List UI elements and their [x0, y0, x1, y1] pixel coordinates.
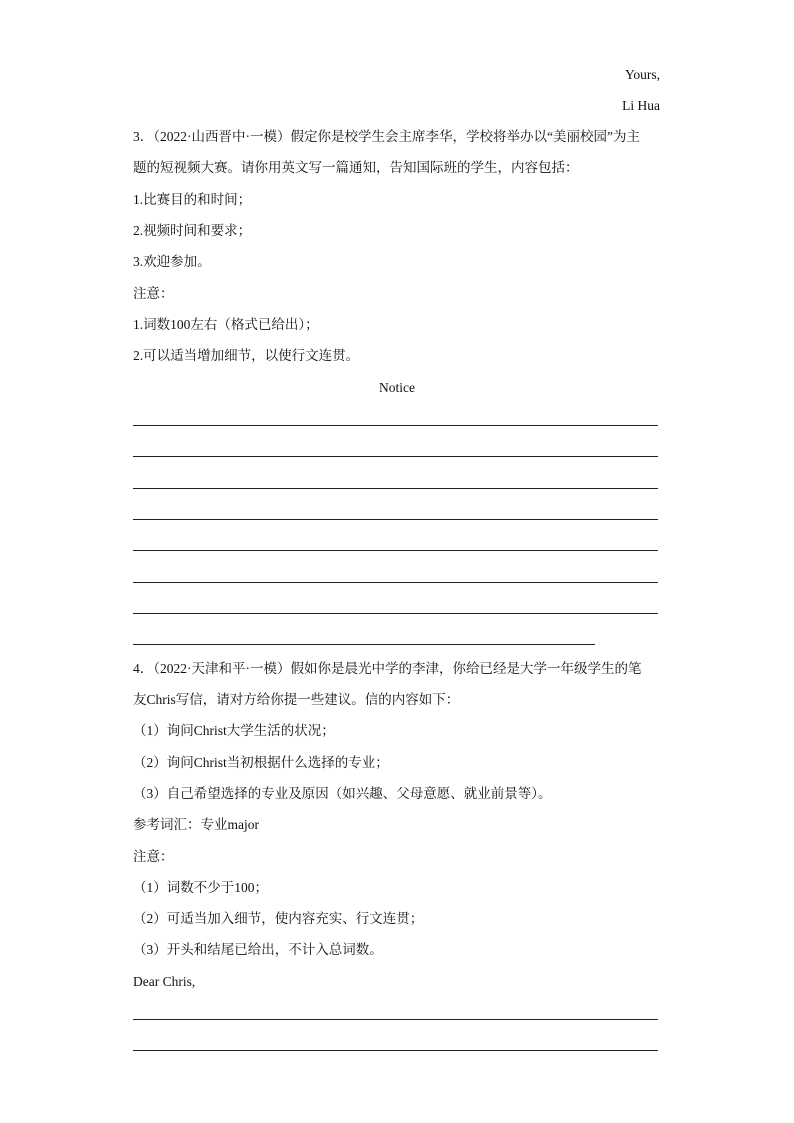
- q4-prompt-line-2: 友Chris写信，请对方给你提一些建议。信的内容如下：: [133, 692, 460, 707]
- q3-prompt-line-2: 题的短视频大赛。请你用英文写一篇通知，告知国际班的学生，内容包括：: [133, 160, 579, 175]
- answer-line: [133, 1050, 658, 1051]
- q4-note-1: （1）词数不少于100；: [133, 880, 268, 895]
- answer-line: [133, 456, 658, 457]
- answer-line: [133, 613, 658, 614]
- closing-name: Li Hua: [622, 98, 660, 113]
- q4-item-1: （1）询问Christ大学生活的状况；: [133, 723, 335, 738]
- answer-line: [133, 644, 595, 645]
- q3-item-3: 3.欢迎参加。: [133, 254, 211, 269]
- closing-yours: Yours,: [624, 67, 660, 82]
- answer-line: [133, 550, 658, 551]
- q4-item-3: （3）自己希望选择的专业及原因（如兴趣、父母意愿、就业前景等）。: [133, 786, 552, 801]
- answer-line: [133, 1019, 658, 1020]
- q4-item-2: （2）询问Christ当初根据什么选择的专业；: [133, 755, 389, 770]
- q3-note-label: 注意：: [133, 286, 174, 301]
- answer-line: [133, 425, 658, 426]
- q4-note-3: （3）开头和结尾已给出，不计入总词数。: [133, 942, 383, 957]
- q4-greeting: Dear Chris,: [133, 974, 196, 989]
- answer-line: [133, 488, 658, 489]
- q3-item-2: 2.视频时间和要求；: [133, 223, 252, 238]
- q3-notice-heading: Notice: [379, 380, 415, 395]
- q4-note-2: （2）可适当加入细节，使内容充实、行文连贯；: [133, 911, 424, 926]
- q4-note-label: 注意：: [133, 849, 174, 864]
- q3-item-1: 1.比赛目的和时间；: [133, 192, 252, 207]
- q4-prompt-line-1: 4．（2022·天津和平·一模）假如你是晨光中学的李津，你给已经是大学一年级学生的笔: [133, 661, 642, 676]
- q3-prompt-line-1: 3．（2022·山西晋中·一模）假定你是校学生会主席李华，学校将举办以“美丽校园”为主: [133, 129, 640, 144]
- q4-vocab: 参考词汇：专业major: [133, 817, 259, 832]
- answer-line: [133, 519, 658, 520]
- q3-note-2: 2.可以适当增加细节，以使行文连贯。: [133, 348, 360, 363]
- q3-note-1: 1.词数100左右（格式已给出）；: [133, 317, 319, 332]
- answer-line: [133, 582, 658, 583]
